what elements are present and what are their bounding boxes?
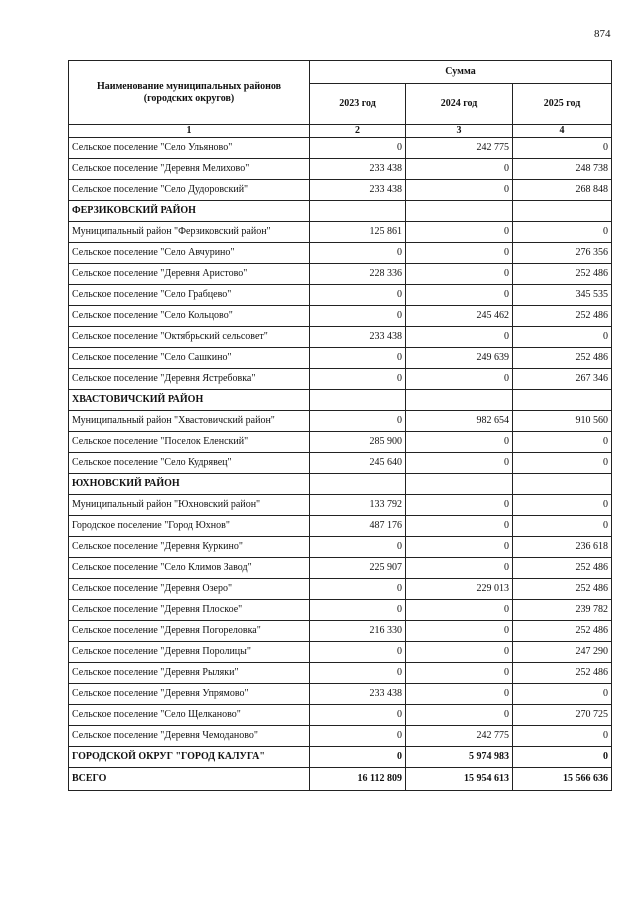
empty-cell — [310, 201, 406, 222]
value-2024: 0 — [406, 537, 513, 558]
column-number: 4 — [513, 125, 612, 138]
table-row — [69, 516, 612, 537]
value-2023: 0 — [310, 726, 406, 747]
table-body — [69, 138, 612, 768]
value-2024: 0 — [406, 369, 513, 390]
value-2025: 0 — [513, 327, 612, 348]
value-2023: 233 438 — [310, 159, 406, 180]
value-2025: 0 — [513, 138, 612, 159]
value-2025: 0 — [513, 726, 612, 747]
value-2024: 242 775 — [406, 138, 513, 159]
value-2023: 0 — [310, 243, 406, 264]
header-name-column: Наименование муниципальных районов (городских округов) — [69, 61, 310, 125]
value-2024: 0 — [406, 180, 513, 201]
empty-cell — [406, 201, 513, 222]
table-row — [69, 558, 612, 579]
value-2025: 0 — [513, 684, 612, 705]
table-row — [69, 222, 612, 243]
value-2025: 239 782 — [513, 600, 612, 621]
value-2024: 0 — [406, 705, 513, 726]
value-2023: 0 — [310, 369, 406, 390]
empty-cell — [406, 390, 513, 411]
table-row — [69, 453, 612, 474]
value-2024: 0 — [406, 516, 513, 537]
empty-cell — [406, 474, 513, 495]
value-2024: 0 — [406, 558, 513, 579]
table-row — [69, 663, 612, 684]
value-2025: 345 535 — [513, 285, 612, 306]
value-2024: 249 639 — [406, 348, 513, 369]
value-2023: 133 792 — [310, 495, 406, 516]
value-2024: 0 — [406, 495, 513, 516]
table-row — [69, 243, 612, 264]
value-2025: 252 486 — [513, 558, 612, 579]
row-name: Сельское поселение "Поселок Еленский" — [69, 432, 310, 453]
value-2024: 982 654 — [406, 411, 513, 432]
table-row — [69, 726, 612, 747]
district-name: ЮХНОВСКИЙ РАЙОН — [69, 474, 310, 495]
table-row — [69, 411, 612, 432]
empty-cell — [513, 474, 612, 495]
empty-cell — [310, 474, 406, 495]
value-2024: 0 — [406, 159, 513, 180]
row-name: ГОРОДСКОЙ ОКРУГ "ГОРОД КАЛУГА" — [69, 747, 310, 768]
value-2025: 0 — [513, 495, 612, 516]
value-2023: 0 — [310, 285, 406, 306]
header-year-2025: 2025 год — [513, 84, 612, 125]
district-header-row — [69, 474, 612, 495]
value-2025: 0 — [513, 747, 612, 768]
row-name: Сельское поселение "Деревня Погореловка" — [69, 621, 310, 642]
value-2025: 252 486 — [513, 348, 612, 369]
row-name: Сельское поселение "Деревня Озеро" — [69, 579, 310, 600]
value-2025: 248 738 — [513, 159, 612, 180]
value-2024: 0 — [406, 243, 513, 264]
row-name: Муниципальный район "Юхновский район" — [69, 495, 310, 516]
row-name: Сельское поселение "Село Дудоровский" — [69, 180, 310, 201]
row-name: Сельское поселение "Село Щелканово" — [69, 705, 310, 726]
row-name: Сельское поселение "Деревня Мелихово" — [69, 159, 310, 180]
value-2023: 233 438 — [310, 180, 406, 201]
row-name: Сельское поселение "Село Грабцево" — [69, 285, 310, 306]
table-row — [69, 642, 612, 663]
value-2023: 487 176 — [310, 516, 406, 537]
value-2024: 0 — [406, 600, 513, 621]
header-sum: Сумма — [310, 61, 612, 84]
table-row — [69, 306, 612, 327]
value-2024: 0 — [406, 222, 513, 243]
value-2025: 0 — [513, 432, 612, 453]
value-2024: 0 — [406, 327, 513, 348]
value-2024: 245 462 — [406, 306, 513, 327]
value-2023: 233 438 — [310, 327, 406, 348]
total-2023: 16 112 809 — [310, 768, 406, 791]
empty-cell — [513, 390, 612, 411]
column-number: 1 — [69, 125, 310, 138]
total-2025: 15 566 636 — [513, 768, 612, 791]
table-row — [69, 747, 612, 768]
value-2024: 0 — [406, 663, 513, 684]
row-name: Сельское поселение "Село Ульяново" — [69, 138, 310, 159]
value-2025: 252 486 — [513, 264, 612, 285]
row-name: Сельское поселение "Деревня Ястребовка" — [69, 369, 310, 390]
value-2025: 252 486 — [513, 621, 612, 642]
value-2025: 0 — [513, 222, 612, 243]
table-row — [69, 285, 612, 306]
value-2023: 0 — [310, 138, 406, 159]
value-2025: 267 346 — [513, 369, 612, 390]
value-2023: 0 — [310, 705, 406, 726]
budget-table — [68, 60, 612, 791]
value-2025: 247 290 — [513, 642, 612, 663]
table-row — [69, 705, 612, 726]
row-name: Сельское поселение "Деревня Чемоданово" — [69, 726, 310, 747]
total-2024: 15 954 613 — [406, 768, 513, 791]
value-2023: 233 438 — [310, 684, 406, 705]
row-name: Сельское поселение "Село Кольцово" — [69, 306, 310, 327]
value-2023: 216 330 — [310, 621, 406, 642]
table-row — [69, 327, 612, 348]
value-2025: 910 560 — [513, 411, 612, 432]
value-2025: 276 356 — [513, 243, 612, 264]
value-2024: 229 013 — [406, 579, 513, 600]
row-name: Сельское поселение "Деревня Плоское" — [69, 600, 310, 621]
district-name: ФЕРЗИКОВСКИЙ РАЙОН — [69, 201, 310, 222]
table-row — [69, 600, 612, 621]
value-2023: 0 — [310, 600, 406, 621]
total-label: ВСЕГО — [69, 768, 310, 791]
table-row — [69, 348, 612, 369]
value-2024: 5 974 983 — [406, 747, 513, 768]
value-2025: 252 486 — [513, 663, 612, 684]
row-name: Сельское поселение "Деревня Поролицы" — [69, 642, 310, 663]
value-2023: 125 861 — [310, 222, 406, 243]
total-row — [69, 768, 612, 791]
value-2023: 228 336 — [310, 264, 406, 285]
value-2023: 0 — [310, 306, 406, 327]
row-name: Сельское поселение "Деревня Аристово" — [69, 264, 310, 285]
table-row — [69, 684, 612, 705]
value-2024: 242 775 — [406, 726, 513, 747]
value-2025: 268 848 — [513, 180, 612, 201]
table-row — [69, 432, 612, 453]
value-2024: 0 — [406, 453, 513, 474]
value-2023: 0 — [310, 411, 406, 432]
table-row — [69, 159, 612, 180]
value-2023: 225 907 — [310, 558, 406, 579]
value-2025: 0 — [513, 516, 612, 537]
table-row — [69, 495, 612, 516]
table-row — [69, 369, 612, 390]
empty-cell — [513, 201, 612, 222]
row-name: Сельское поселение "Село Сашкино" — [69, 348, 310, 369]
row-name: Сельское поселение "Деревня Рыляки" — [69, 663, 310, 684]
value-2023: 0 — [310, 537, 406, 558]
district-header-row — [69, 390, 612, 411]
value-2025: 252 486 — [513, 306, 612, 327]
value-2023: 0 — [310, 663, 406, 684]
value-2024: 0 — [406, 621, 513, 642]
value-2025: 270 725 — [513, 705, 612, 726]
row-name: Сельское поселение "Деревня Куркино" — [69, 537, 310, 558]
empty-cell — [310, 390, 406, 411]
value-2023: 0 — [310, 642, 406, 663]
value-2025: 236 618 — [513, 537, 612, 558]
value-2024: 0 — [406, 684, 513, 705]
row-name: Муниципальный район "Хвастовичский район" — [69, 411, 310, 432]
value-2023: 0 — [310, 579, 406, 600]
value-2024: 0 — [406, 432, 513, 453]
table-row — [69, 264, 612, 285]
row-name: Сельское поселение "Село Климов Завод" — [69, 558, 310, 579]
value-2023: 245 640 — [310, 453, 406, 474]
row-name: Городское поселение "Город Юхнов" — [69, 516, 310, 537]
value-2023: 0 — [310, 747, 406, 768]
row-name: Муниципальный район "Ферзиковский район" — [69, 222, 310, 243]
table-row — [69, 138, 612, 159]
row-name: Сельское поселение "Село Авчурино" — [69, 243, 310, 264]
header-year-2024: 2024 год — [406, 84, 513, 125]
table-row — [69, 579, 612, 600]
district-name: ХВАСТОВИЧСКИЙ РАЙОН — [69, 390, 310, 411]
column-number: 2 — [310, 125, 406, 138]
value-2023: 285 900 — [310, 432, 406, 453]
page-number: 874 — [594, 28, 611, 40]
row-name: Сельское поселение "Октябрьский сельсовет" — [69, 327, 310, 348]
value-2025: 0 — [513, 453, 612, 474]
value-2024: 0 — [406, 264, 513, 285]
district-header-row — [69, 201, 612, 222]
table-row — [69, 180, 612, 201]
table-row — [69, 621, 612, 642]
value-2023: 0 — [310, 348, 406, 369]
table-row — [69, 537, 612, 558]
header-year-2023: 2023 год — [310, 84, 406, 125]
row-name: Сельское поселение "Село Кудрявец" — [69, 453, 310, 474]
value-2024: 0 — [406, 285, 513, 306]
row-name: Сельское поселение "Деревня Упрямово" — [69, 684, 310, 705]
value-2025: 252 486 — [513, 579, 612, 600]
value-2024: 0 — [406, 642, 513, 663]
column-number: 3 — [406, 125, 513, 138]
